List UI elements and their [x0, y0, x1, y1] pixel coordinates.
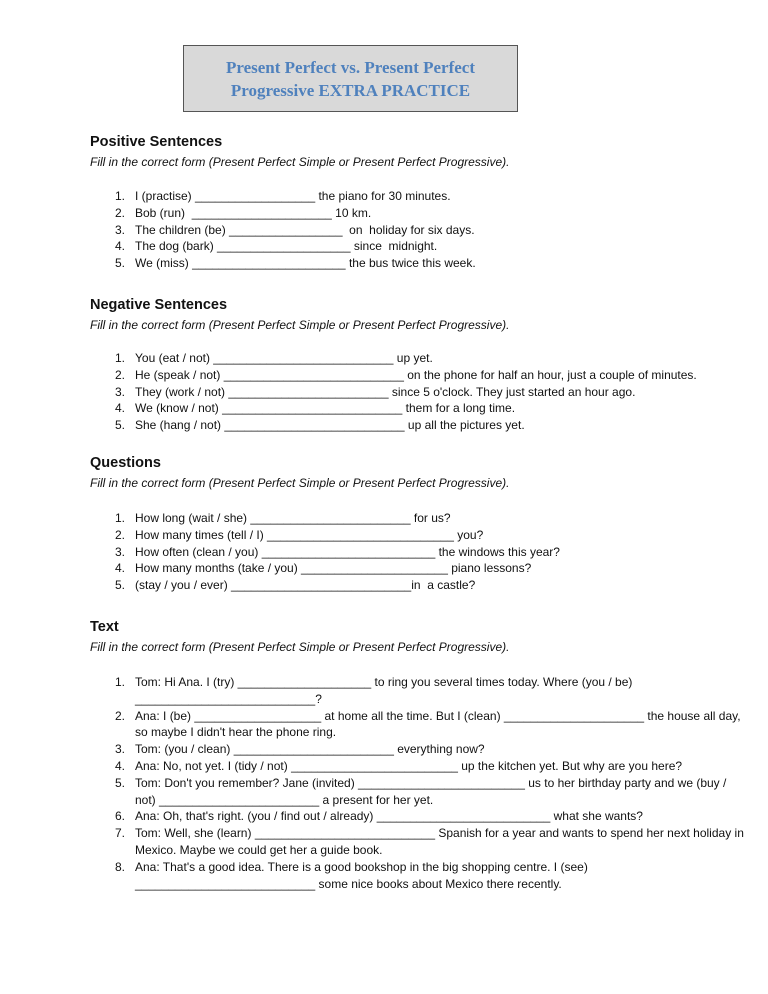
- section-negative: [90, 295, 750, 434]
- list-item: 2. He (speak / not) ___________________________ on the phone for half an hour, just a couple of minutes.: [114, 367, 697, 382]
- exercise-list: [90, 188, 750, 272]
- section-instruction: Fill in the correct form (Present Perfect Simple or Present Perfect Progressive).: [90, 476, 510, 490]
- list-item: 8. Ana: That's a good idea. There is a good bookshop in the big shopping centre. I (see) ___________________________ some nice books about Mexico there recently.: [114, 859, 592, 891]
- section-heading: Negative Sentences: [90, 297, 228, 313]
- list-item: 2. Ana: I (be) ___________________ at home all the time. But I (clean) _____________________ the house all day, so maybe I didn't hear the phone ring.: [114, 708, 744, 740]
- list-item: 7. Tom: Well, she (learn) ___________________________ Spanish for a year and wants to spend her next holiday in Mexico. Maybe we could get her a guide book.: [114, 826, 748, 857]
- section-text: [90, 617, 750, 892]
- section-heading: Questions: [90, 455, 161, 471]
- list-item: 3. Tom: (you / clean) ________________________ everything now?: [114, 742, 485, 757]
- section-instruction: Fill in the correct form (Present Perfect Simple or Present Perfect Progressive).: [90, 155, 510, 169]
- list-item: 1. Tom: Hi Ana. I (try) ____________________ to ring you several times today. Where (you / be) ___________________________?: [114, 675, 636, 706]
- section-positive: [90, 132, 750, 272]
- title-line-2: Progressive EXTRA PRACTICE: [230, 80, 471, 100]
- list-item: 4. The dog (bark) ____________________ since midnight.: [114, 239, 438, 254]
- list-item: 5. She (hang / not) ___________________________ up all the pictures yet.: [114, 418, 525, 433]
- list-item: 4. We (know / not) ___________________________ them for a long time.: [114, 401, 516, 416]
- exercise-list: [90, 674, 750, 892]
- list-item: 3. How often (clean / you) __________________________ the windows this year?: [114, 544, 560, 559]
- list-item: 2. Bob (run) _____________________ 10 km.: [114, 205, 372, 220]
- list-item: 6. Ana: Oh, that's right. (you / find out / already) __________________________ what she wants?: [114, 809, 643, 824]
- section-instruction: Fill in the correct form (Present Perfect Simple or Present Perfect Progressive).: [90, 640, 510, 654]
- list-item: 1. You (eat / not) ___________________________ up yet.: [114, 351, 433, 365]
- list-item: 2. How many times (tell / I) ____________________________ you?: [114, 527, 484, 542]
- list-item: 3. The children (be) _________________ on holiday for six days.: [114, 222, 475, 237]
- list-item: 5. We (miss) _______________________ the bus twice this week.: [114, 256, 476, 271]
- list-item: 5. Tom: Don't you remember? Jane (invited) _________________________ us to her birthday party and we (buy / not) ________________________ a present for her yet.: [114, 775, 730, 807]
- section-heading: Text: [90, 619, 119, 635]
- list-item: 3. They (work / not) ________________________ since 5 o'clock. They just started an hour ago.: [114, 384, 636, 399]
- title-line-1: Present Perfect vs. Present Perfect: [225, 57, 476, 77]
- list-item: 5. (stay / you / ever) ___________________________in a castle?: [114, 578, 476, 593]
- section-questions: [90, 453, 750, 594]
- list-item: 4. How many months (take / you) ______________________ piano lessons?: [114, 561, 532, 576]
- exercise-list: [90, 510, 750, 594]
- list-item: 4. Ana: No, not yet. I (tidy / not) _________________________ up the kitchen yet. But why are you here?: [114, 758, 683, 773]
- list-item: 1. How long (wait / she) ________________________ for us?: [114, 511, 451, 525]
- list-item: 1. I (practise) __________________ the piano for 30 minutes.: [114, 189, 451, 203]
- section-heading: Positive Sentences: [90, 134, 223, 150]
- exercise-list: [90, 350, 750, 434]
- section-instruction: Fill in the correct form (Present Perfect Simple or Present Perfect Progressive).: [90, 318, 510, 332]
- title-box: [183, 45, 518, 112]
